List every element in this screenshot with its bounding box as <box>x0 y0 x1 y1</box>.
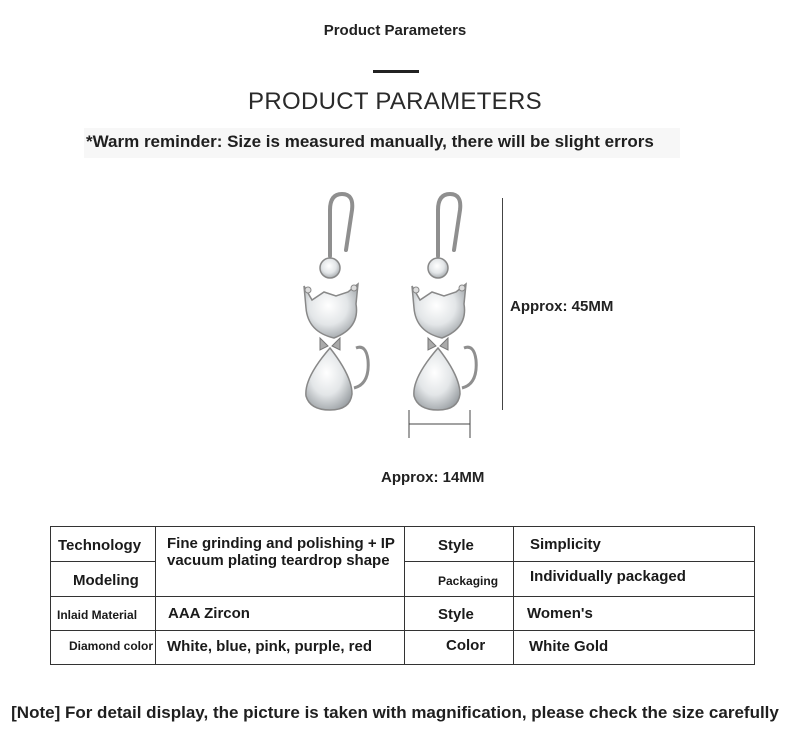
diamond-color-label: Diamond color <box>69 639 154 653</box>
warm-reminder: *Warm reminder: Size is measured manually, there will be slight errors <box>84 128 680 158</box>
title-divider <box>373 70 419 73</box>
modeling-label: Modeling <box>73 572 139 589</box>
color-value: White Gold <box>529 638 609 655</box>
height-label: Approx: 45MM <box>510 298 614 315</box>
technology-label: Technology <box>58 537 142 554</box>
inlaid-material-label: Inlaid Material <box>57 608 138 622</box>
top-title: Product Parameters <box>323 22 467 39</box>
table-divider <box>51 596 754 597</box>
table-divider <box>404 561 754 562</box>
width-dimension-line <box>408 410 471 438</box>
parameters-table <box>50 526 755 665</box>
style-value: Women's <box>527 605 593 622</box>
page-title: PRODUCT PARAMETERS <box>248 88 542 115</box>
diamond-color-value: White, blue, pink, purple, red <box>167 638 373 655</box>
style-label: Style <box>438 606 474 623</box>
table-divider <box>51 561 155 562</box>
right-earring <box>412 194 476 410</box>
style-label: Style <box>438 537 474 554</box>
packaging-label: Packaging <box>438 574 499 588</box>
width-label: Approx: 14MM <box>381 469 485 486</box>
table-divider <box>51 630 754 631</box>
color-label: Color <box>446 637 486 654</box>
inlaid-material-value: AAA Zircon <box>168 605 250 622</box>
style-value: Simplicity <box>530 536 601 553</box>
left-earring <box>304 194 368 410</box>
technology-value: Fine grinding and polishing + IP vacuum plating teardrop shape <box>167 535 395 569</box>
note-text: [Note] For detail display, the picture is taken with magnification, please check the size carefully <box>11 703 779 722</box>
cat-earrings-image <box>290 188 510 448</box>
packaging-value: Individually packaged <box>530 568 686 585</box>
height-dimension-line <box>502 198 503 410</box>
